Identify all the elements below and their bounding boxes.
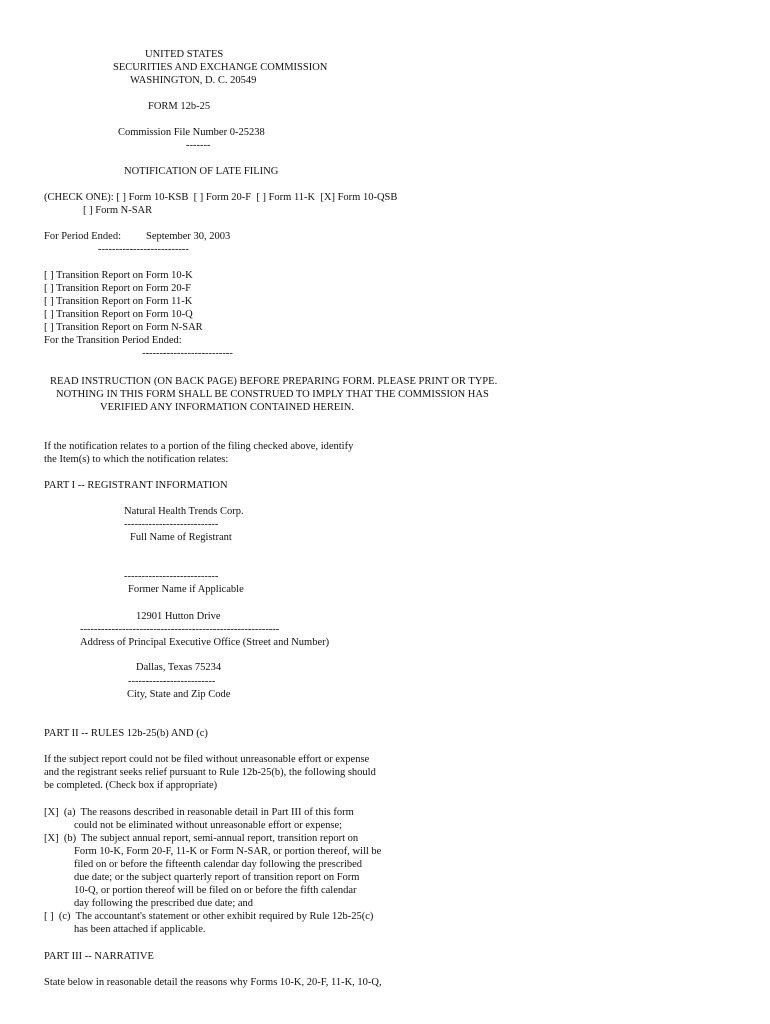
registrant-label: Full Name of Registrant (130, 532, 232, 543)
item-a-line: could not be eliminated without unreasonable effort or expense; (74, 820, 343, 831)
item-b-line: filed on or before the fifteenth calendar day following the prescribed (74, 859, 363, 870)
check-one-line-2: [ ] Form N-SAR (83, 205, 153, 216)
city-state-zip-label: City, State and Zip Code (127, 689, 231, 700)
street-address: 12901 Hutton Drive (136, 611, 221, 622)
header-location: WASHINGTON, D. C. 20549 (130, 75, 257, 86)
check-one-line-1: (CHECK ONE): [ ] Form 10-KSB [ ] Form 20-F [ ] Form 11-K [X] Form 10-QSB (44, 192, 398, 203)
part-2-heading: PART II -- RULES 12b-25(b) AND (c) (44, 728, 208, 739)
period-ended-label: For Period Ended: (44, 231, 121, 242)
item-a-line: [X] (a) The reasons described in reasonable detail in Part III of this form (44, 807, 354, 818)
part-2-intro-line: If the subject report could not be filed without unreasonable effort or expense (44, 754, 370, 765)
header-country: UNITED STATES (145, 49, 224, 60)
instructions-line-2: NOTHING IN THIS FORM SHALL BE CONSTRUED TO IMPLY THAT THE COMMISSION HAS (56, 389, 489, 400)
former-name-rule: --------------------------- (124, 571, 219, 582)
part-3-heading: PART III -- NARRATIVE (44, 951, 154, 962)
instructions-line-1: READ INSTRUCTION (ON BACK PAGE) BEFORE PREPARING FORM. PLEASE PRINT OR TYPE. (50, 376, 498, 387)
former-name-label: Former Name if Applicable (128, 584, 244, 595)
registrant-name: Natural Health Trends Corp. (124, 506, 244, 517)
transition-period-rule: -------------------------- (142, 348, 233, 359)
item-c-line: [ ] (c) The accountant's statement or other exhibit required by Rule 12b-25(c) (44, 911, 374, 922)
document-title: NOTIFICATION OF LATE FILING (124, 166, 279, 177)
portion-line-2: the Item(s) to which the notification relates: (44, 454, 229, 465)
item-b-line: day following the prescribed due date; and (74, 898, 254, 909)
form-number: FORM 12b-25 (148, 101, 211, 112)
city-state-zip: Dallas, Texas 75234 (136, 662, 222, 673)
transition-item: [ ] Transition Report on Form N-SAR (44, 322, 203, 333)
commission-file-number: Commission File Number 0-25238 (118, 127, 265, 138)
transition-item: [ ] Transition Report on Form 20-F (44, 283, 192, 294)
transition-period-label: For the Transition Period Ended: (44, 335, 182, 346)
part-2-intro-line: be completed. (Check box if appropriate) (44, 780, 218, 791)
part-2-intro-line: and the registrant seeks relief pursuant to Rule 12b-25(b), the following should (44, 767, 376, 778)
transition-item: [ ] Transition Report on Form 10-Q (44, 309, 193, 320)
item-b-line: [X] (b) The subject annual report, semi-annual report, transition report on (44, 833, 359, 844)
registrant-rule: --------------------------- (124, 519, 219, 530)
part-1-heading: PART I -- REGISTRANT INFORMATION (44, 480, 228, 491)
period-ended-rule: -------------------------- (98, 244, 189, 255)
period-ended-value: September 30, 2003 (146, 231, 231, 242)
instructions-line-3: VERIFIED ANY INFORMATION CONTAINED HEREIN. (100, 402, 354, 413)
transition-item: [ ] Transition Report on Form 11-K (44, 296, 193, 307)
transition-item: [ ] Transition Report on Form 10-K (44, 270, 193, 281)
item-c-line: has been attached if applicable. (74, 924, 206, 935)
street-address-rule: --------------------------------------------------------- (80, 624, 280, 635)
item-b-line: due date; or the subject quarterly report of transition report on Form (74, 872, 360, 883)
city-state-zip-rule: ------------------------- (128, 676, 216, 687)
portion-line-1: If the notification relates to a portion of the filing checked above, identify (44, 441, 354, 452)
street-address-label: Address of Principal Executive Office (Street and Number) (80, 637, 330, 648)
part-3-text: State below in reasonable detail the reasons why Forms 10-K, 20-F, 11-K, 10-Q, (44, 977, 382, 988)
header-agency: SECURITIES AND EXCHANGE COMMISSION (113, 62, 328, 73)
item-b-line: 10-Q, or portion thereof will be filed on or before the fifth calendar (74, 885, 357, 896)
file-number-rule: ------- (186, 140, 211, 151)
item-b-line: Form 10-K, Form 20-F, 11-K or Form N-SAR, or portion thereof, will be (74, 846, 382, 857)
